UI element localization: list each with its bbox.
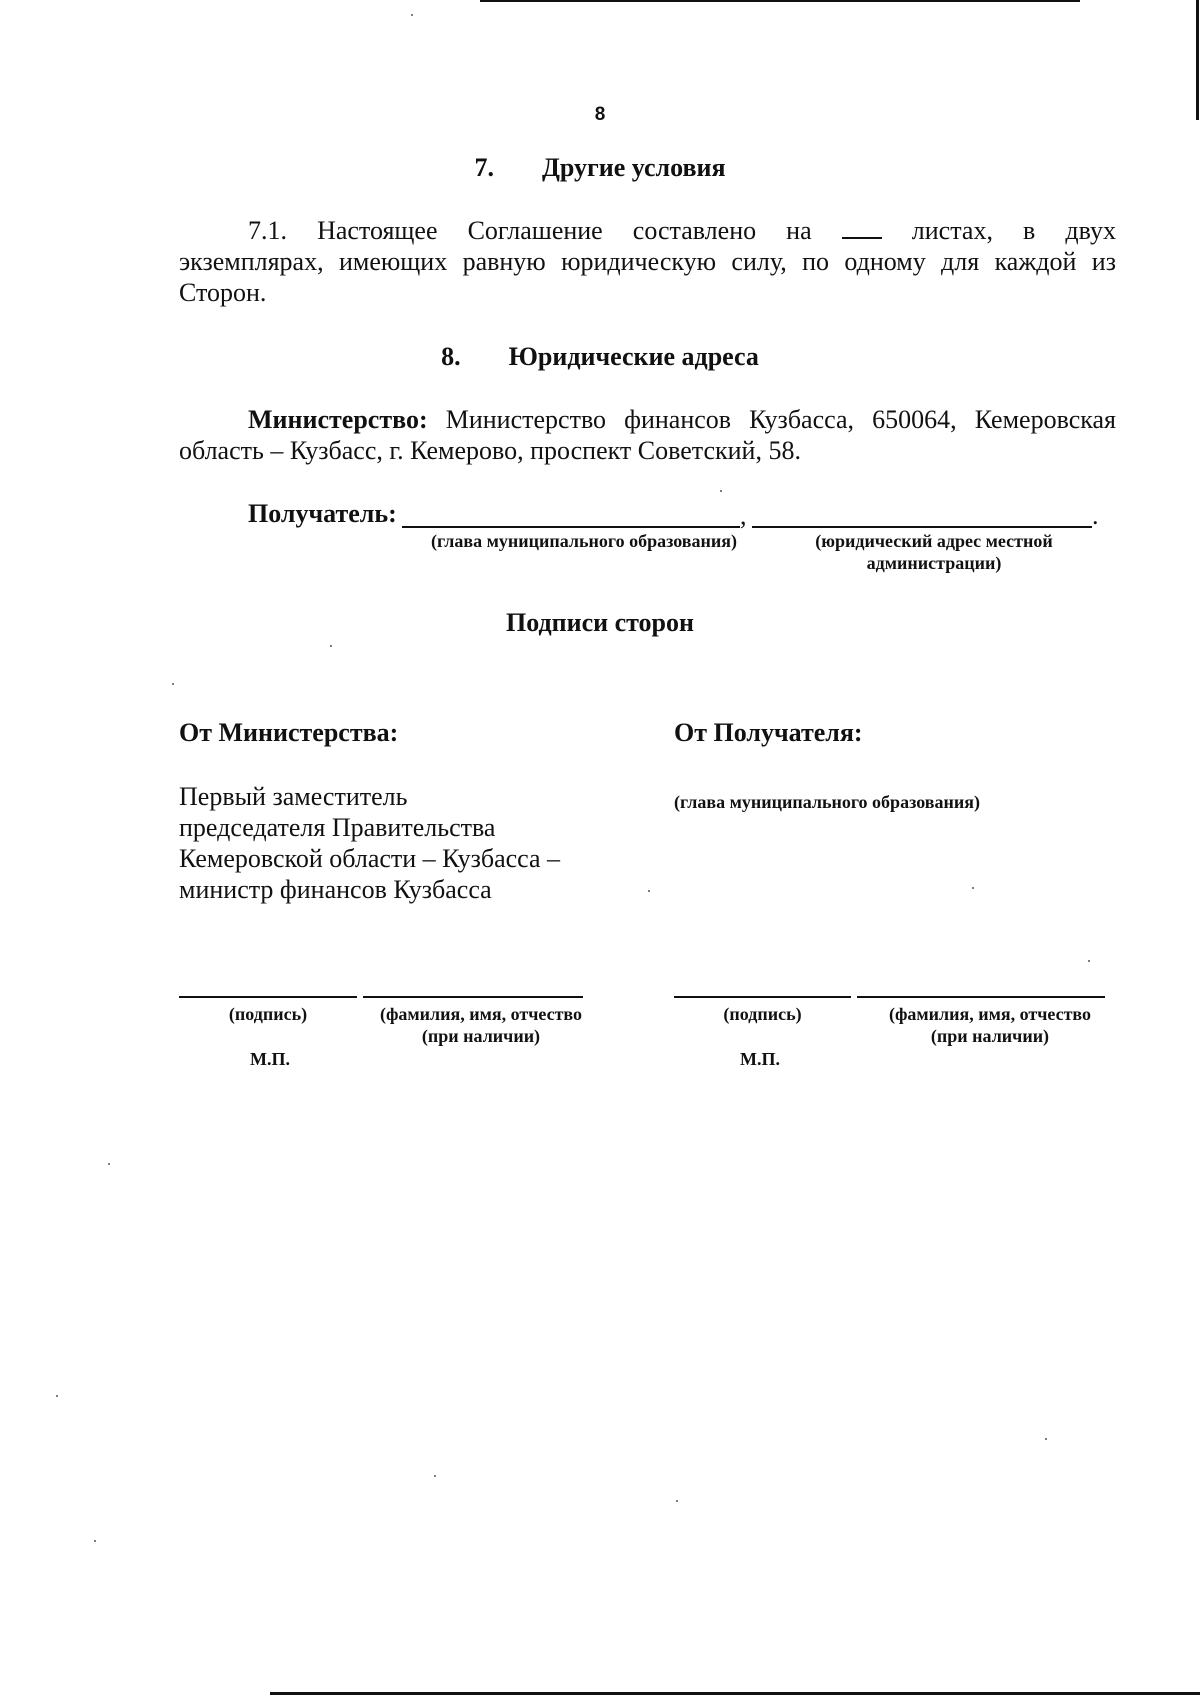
ministry-label: Министерство: [248,405,428,434]
ministry-address-line1 [248,404,1116,435]
address-hint-line1: (юридический адрес местной [815,531,1053,551]
scan-speck [411,14,413,16]
ministry-signature-hint: (подпись) [228,1004,308,1024]
name-hint-line1: (фамилия, имя, отчество [888,1004,1092,1024]
recipient-name-hint [870,1003,1110,1047]
ministry-address-text: Министерство финансов Кузбасса, 650064, Кемеровская [445,405,1116,434]
scan-edge-top [480,0,1080,2]
ministry-signer-position [179,781,560,905]
recipient-signer-position: (глава муниципального образования) [674,792,980,812]
recipient-head-hint: (глава муниципального образования) [431,531,737,551]
scan-speck [972,887,974,889]
ministry-signature-line[interactable] [179,996,357,998]
scan-speck [108,1163,110,1165]
clause-text: листах, в двух [911,216,1116,245]
position-line: председателя Правительства [179,813,496,842]
from-ministry-label: От Министерства: [179,718,399,747]
page-number: 8 [594,104,606,125]
recipient-name-line[interactable] [857,996,1105,998]
recipient-stamp: М.П. [740,1049,780,1069]
scan-speck [434,1475,436,1477]
recipient-label: Получатель: [248,499,397,528]
recipient-comma: , [740,501,747,530]
scan-speck [676,1500,678,1502]
ministry-address-line2: область – Кузбасс, г. Кемерово, проспект Советский, 58. [179,436,801,465]
section-7-heading [0,153,1200,183]
scan-speck [1088,960,1090,962]
ministry-name-line[interactable] [363,996,583,998]
clause-7-1-line3: Сторон. [179,278,267,307]
position-line: Кемеровской области – Кузбасса – [179,844,561,873]
scan-speck [720,490,722,492]
recipient-address-field[interactable] [752,526,1092,528]
position-line: Первый заместитель [179,782,408,811]
scan-speck [94,1540,96,1542]
section-7-number: 7. [474,153,494,182]
ministry-stamp: М.П. [250,1049,290,1069]
clause-text: 7.1. Настоящее Соглашение составлено на [248,216,812,245]
from-recipient-label: От Получателя: [674,718,863,747]
name-hint-line1: (фамилия, имя, отчество [379,1004,583,1024]
sheet-count-blank [842,231,882,239]
recipient-period: . [1092,501,1099,530]
name-hint-line2: (при наличии) [421,1026,541,1046]
scan-edge-right [1196,0,1199,120]
section-8-heading [0,342,1200,372]
section-7-title: Другие условия [541,153,726,182]
recipient-signature-hint: (подпись) [723,1004,802,1024]
scan-speck [172,683,174,685]
position-line: министр финансов Кузбасса [179,875,492,904]
signatures-title: Подписи сторон [505,608,695,637]
recipient-signature-line[interactable] [674,996,851,998]
name-hint-line2: (при наличии) [930,1026,1050,1046]
scan-speck [56,1395,58,1397]
recipient-address-hint [790,530,1078,574]
clause-7-1-line2: экземплярах, имеющих равную юридическую силу, по одному для каждой из [179,247,1116,276]
scan-speck [1045,1438,1047,1440]
ministry-name-hint [363,1003,599,1047]
scan-speck [648,890,650,892]
section-8-title: Юридические адреса [508,342,759,371]
address-hint-line2: администрации) [866,553,1002,573]
scan-speck [330,645,332,647]
section-8-number: 8. [441,342,461,371]
recipient-head-field[interactable] [402,526,740,528]
clause-7-1-line1 [248,215,1116,246]
